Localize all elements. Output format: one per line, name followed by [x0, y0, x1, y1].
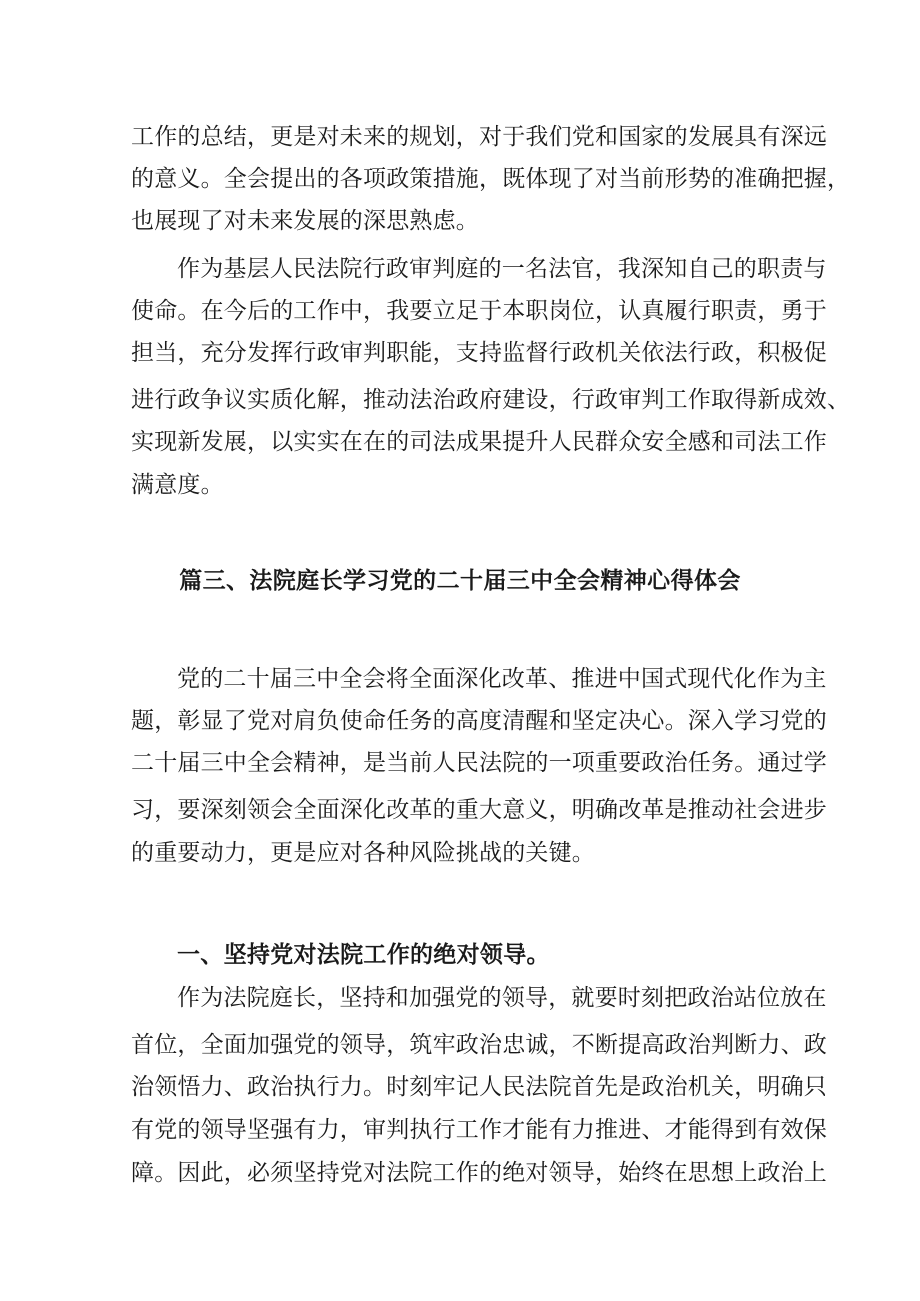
section-title: 篇三、法院庭长学习党的二十届三中全会精神心得体会	[179, 568, 741, 594]
paragraph-line: 的重要动力，更是应对各种风险挑战的关键。	[131, 840, 595, 866]
paragraph-line: 工作的总结，更是对未来的规划，对于我们党和国家的发展具有深远	[131, 124, 827, 150]
paragraph-line: 首位，全面加强党的领导，筑牢政治忠诚，不断提高政治判断力、政	[131, 1032, 827, 1058]
paragraph-line: 习，要深刻领会全面深化改革的重大意义，明确改革是推动社会进步	[131, 797, 827, 823]
paragraph-line: 障。因此，必须坚持党对法院工作的绝对领导，始终在思想上政治上	[131, 1160, 827, 1186]
paragraph-line: 治领悟力、政治执行力。时刻牢记人民法院首先是政治机关，明确只	[131, 1074, 827, 1100]
paragraph-line: 进行政争议实质化解，推动法治政府建设，行政审判工作取得新成效、	[131, 387, 851, 413]
paragraph-line: 使命。在今后的工作中，我要立足于本职岗位，认真履行职责，勇于	[131, 298, 827, 324]
paragraph-line: 实现新发展，以实实在在的司法成果提升人民群众安全感和司法工作	[131, 429, 827, 455]
paragraph-line: 也展现了对未来发展的深思熟虑。	[131, 208, 479, 234]
paragraph-line: 二十届三中全会精神，是当前人民法院的一项重要政治任务。通过学	[131, 750, 827, 776]
paragraph-line: 作为法院庭长，坚持和加强党的领导，就要时刻把政治站位放在	[177, 985, 827, 1011]
paragraph-line: 题，彰显了党对肩负使命任务的高度清醒和坚定决心。深入学习党的	[131, 708, 827, 734]
paragraph-line: 有党的领导坚强有力，审判执行工作才能有力推进、才能得到有效保	[131, 1117, 827, 1143]
paragraph-line: 担当，充分发挥行政审判职能，支持监督行政机关依法行政，积极促	[131, 340, 827, 366]
paragraph-line: 作为基层人民法院行政审判庭的一名法官，我深知自己的职责与	[177, 256, 827, 282]
paragraph-line: 的意义。全会提出的各项政策措施，既体现了对当前形势的准确把握，	[131, 166, 851, 192]
paragraph-line: 党的二十届三中全会将全面深化改革、推进中国式现代化作为主	[177, 666, 827, 692]
paragraph-line: 满意度。	[131, 472, 224, 498]
subheading: 一、坚持党对法院工作的绝对领导。	[177, 942, 550, 968]
